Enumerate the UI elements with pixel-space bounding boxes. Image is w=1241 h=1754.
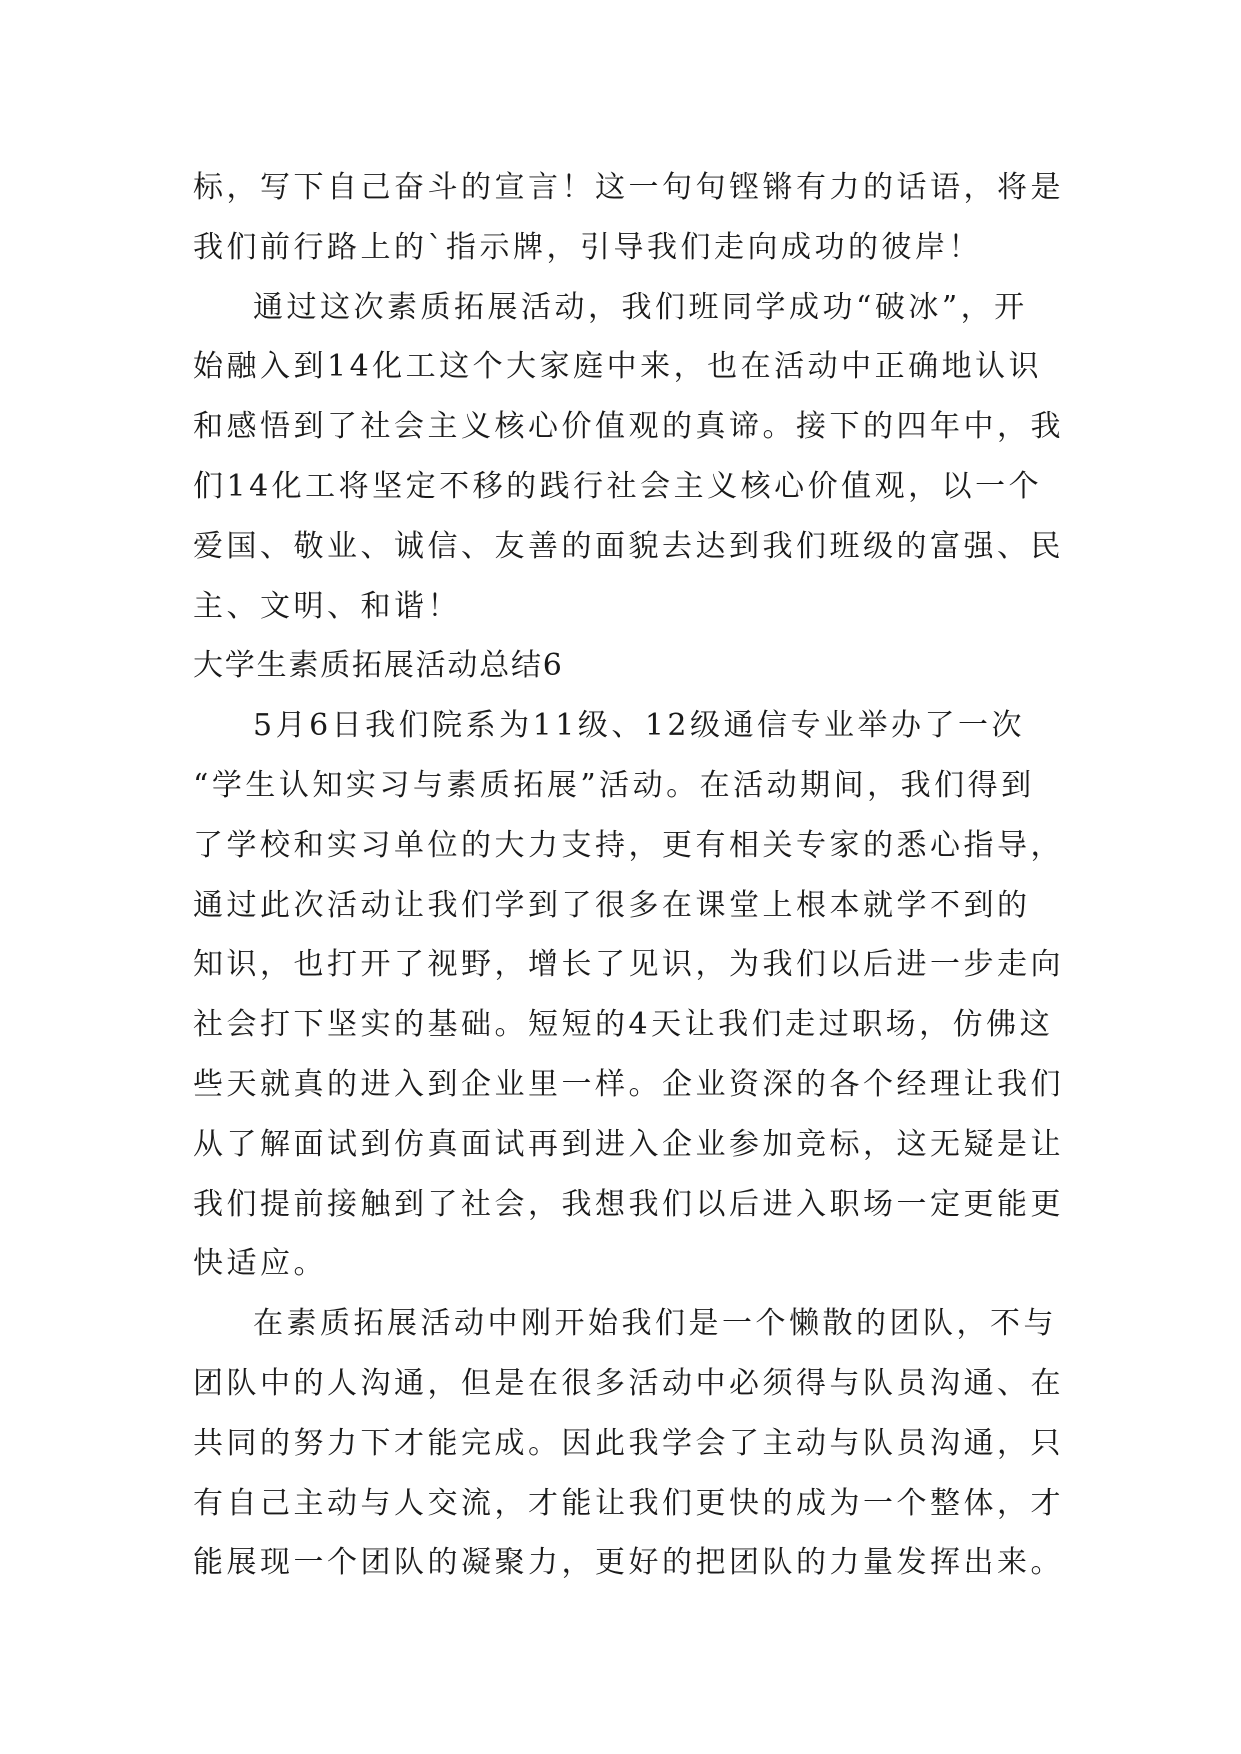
text-line: 些天就真的进入到企业里一样。企业资深的各个经理让我们 bbox=[193, 1066, 1064, 1102]
text-line: 标，写下自己奋斗的宣言！这一句句铿锵有力的话语，将是 bbox=[193, 170, 1064, 205]
text-line: 知识，也打开了视野，增长了见识，为我们以后进一步走向 bbox=[193, 947, 1064, 983]
text-line: 社会打下坚实的基础。短短的4天让我们走过职场，仿佛这 bbox=[193, 1007, 1054, 1043]
section-heading: 大学生素质拓展活动总结6 bbox=[193, 648, 564, 684]
text-line: 通过此次活动让我们学到了很多在课堂上根本就学不到的 bbox=[193, 887, 1031, 923]
text-line: 爱国、敬业、诚信、友善的面貌去达到我们班级的富强、民 bbox=[193, 528, 1064, 564]
paragraph-start-line: 在素质拓展活动中刚开始我们是一个懒散的团队，不与 bbox=[253, 1306, 1057, 1342]
text-line: “学生认知实习与素质拓展”活动。在活动期间，我们得到 bbox=[193, 767, 1035, 803]
text-line: 和感悟到了社会主义核心价值观的真谛。接下的四年中，我 bbox=[193, 409, 1064, 445]
paragraph-start-line: 通过这次素质拓展活动，我们班同学成功“破冰”，开 bbox=[253, 289, 1028, 325]
text-line: 团队中的人沟通，但是在很多活动中必须得与队员沟通、在 bbox=[193, 1365, 1064, 1401]
text-line: 我们前行路上的`指示牌，引导我们走向成功的彼岸！ bbox=[193, 229, 982, 265]
text-line: 能展现一个团队的凝聚力，更好的把团队的力量发挥出来。 bbox=[193, 1545, 1064, 1581]
text-line: 有自己主动与人交流，才能让我们更快的成为一个整体，才 bbox=[193, 1485, 1064, 1521]
text-line: 主、文明、和谐！ bbox=[193, 588, 461, 624]
body-text bbox=[193, 158, 1063, 1593]
text-line: 了学校和实习单位的大力支持，更有相关专家的悉心指导， bbox=[193, 827, 1064, 863]
text-line: 我们提前接触到了社会，我想我们以后进入职场一定更能更 bbox=[193, 1186, 1064, 1222]
text-line: 从了解面试到仿真面试再到进入企业参加竞标，这无疑是让 bbox=[193, 1126, 1064, 1162]
text-line: 快适应。 bbox=[193, 1246, 327, 1282]
text-line: 始融入到14化工这个大家庭中来，也在活动中正确地认识 bbox=[193, 349, 1043, 385]
text-line: 们14化工将坚定不移的践行社会主义核心价值观，以一个 bbox=[193, 468, 1043, 504]
paragraph-start-line: 5月6日我们院系为11级、12级通信专业举办了一次 bbox=[253, 708, 1026, 744]
text-line: 共同的努力下才能完成。因此我学会了主动与队员沟通，只 bbox=[193, 1425, 1064, 1461]
